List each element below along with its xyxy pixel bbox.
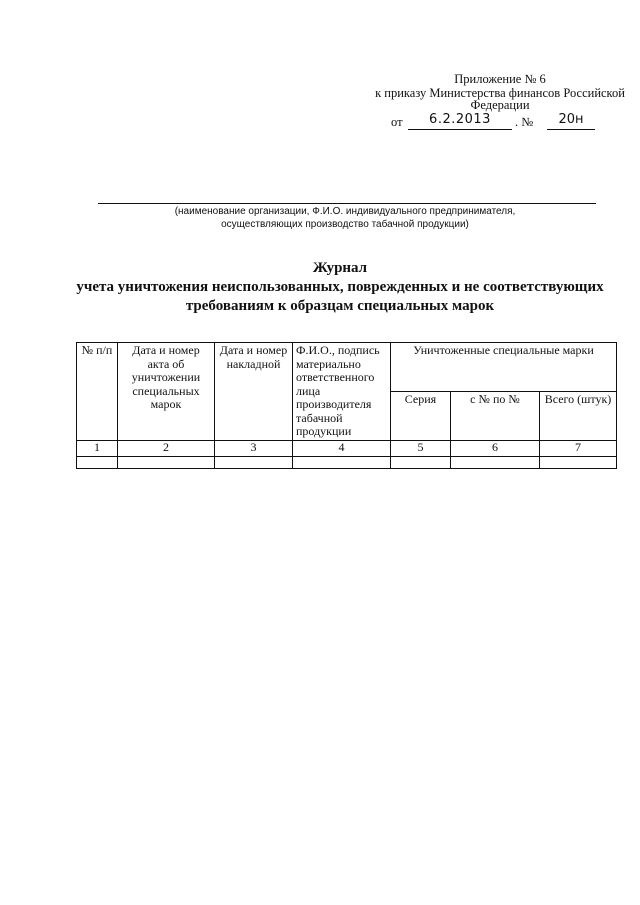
- appendix-header: [360, 72, 640, 112]
- journal-title-line2: учета уничтожения неиспользованных, поврежденных и не соответствующих: [76, 279, 604, 295]
- table-cell: [540, 456, 617, 468]
- appendix-title: Приложение № 6: [454, 72, 546, 86]
- empty-data-row: [77, 456, 617, 468]
- column-number: 3: [215, 440, 293, 456]
- table-cell: [77, 456, 118, 468]
- order-number: 20н: [547, 112, 595, 130]
- table-cell: [391, 456, 451, 468]
- header-act-date: Дата и номер акта об уничтожении специальных марок: [118, 343, 215, 441]
- organization-caption-line1: (наименование организации, Ф.И.О. индивидуального предпринимателя,: [174, 206, 516, 217]
- order-date-number: [391, 112, 640, 131]
- number-prefix: . №: [515, 115, 534, 129]
- header-responsible-person: Ф.И.О., подпись материально ответственного лица производителя табачной продукции: [293, 343, 391, 441]
- order-date: 6.2.2013: [408, 112, 512, 130]
- column-number: 1: [77, 440, 118, 456]
- appendix-order-ref: к приказу Министерства финансов Российской: [375, 86, 625, 100]
- table-header-row: [77, 343, 617, 392]
- column-number-row: [77, 440, 617, 456]
- column-number: 7: [540, 440, 617, 456]
- table-cell: [293, 456, 391, 468]
- column-number: 5: [391, 440, 451, 456]
- column-number: 6: [451, 440, 540, 456]
- organization-name-line: [98, 203, 596, 204]
- header-series: Серия: [391, 391, 451, 440]
- table-cell: [215, 456, 293, 468]
- table-cell: [451, 456, 540, 468]
- header-destroyed-marks: Уничтоженные специальные марки: [391, 343, 617, 392]
- journal-title: [40, 259, 640, 316]
- header-total: Всего (штук): [540, 391, 617, 440]
- organization-caption: [110, 206, 580, 231]
- journal-title-line3: требованиям к образцам специальных марок: [185, 298, 495, 314]
- header-range: с № по №: [451, 391, 540, 440]
- table-cell: [118, 456, 215, 468]
- appendix-federation: Федерации: [470, 98, 530, 112]
- organization-caption-line2: осуществляющих производство табачной продукции): [221, 218, 469, 230]
- header-row-number: № п/п: [77, 343, 118, 441]
- journal-title-line1: Журнал: [312, 260, 368, 276]
- column-number: 4: [293, 440, 391, 456]
- journal-table: [76, 342, 617, 469]
- header-invoice-date: Дата и номер накладной: [215, 343, 293, 441]
- date-prefix: от: [391, 115, 403, 129]
- column-number: 2: [118, 440, 215, 456]
